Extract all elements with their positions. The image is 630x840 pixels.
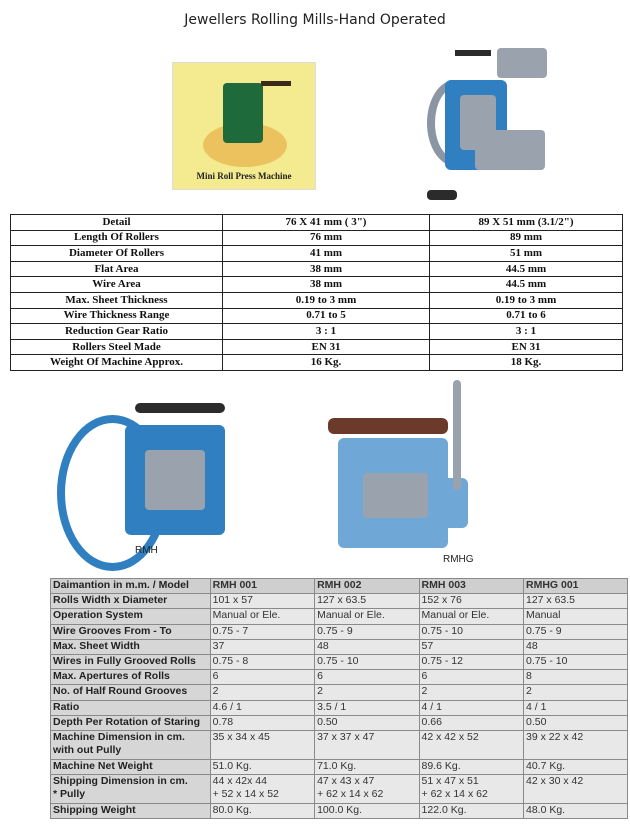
row-label-line: Machine Dimension in cm. [53,730,185,743]
spec-row [11,215,623,231]
row-value [210,775,314,804]
row-label-line: Shipping Dimension in cm. [53,775,188,788]
model-spec-row [51,804,628,819]
row-value: 0.75 - 9 [315,624,419,639]
row-value: 0.75 - 8 [210,654,314,669]
photo-machine-handle [261,81,291,86]
page-title: Jewellers Rolling Mills-Hand Operated [184,12,446,28]
row-value: 40.7 Kg. [523,759,627,774]
rolling-mill-photo-top [405,40,555,210]
spec-label: Reduction Gear Ratio [11,324,223,340]
row-label: Max. Sheet Width [51,639,211,654]
row-value [315,775,419,804]
row-value: 42 x 42 x 52 [419,730,523,759]
photo-machine-frame [223,83,263,143]
row-label: Rolls Width x Diameter [51,594,211,609]
row-value: 35 x 34 x 45 [210,730,314,759]
row-value: 0.78 [210,715,314,730]
row-value [523,775,627,804]
photo-top-handle [455,50,491,56]
row-value: 2 [419,685,523,700]
spec-label: Max. Sheet Thickness [11,292,223,308]
model-spec-row [51,639,628,654]
row-label: Max. Apertures of Rolls [51,670,211,685]
row-value: Manual [523,609,627,624]
rmh-label: RMH [135,545,158,556]
mini-roll-press-caption: Mini Roll Press Machine [196,171,292,181]
model-spec-row [51,775,628,804]
spec-value: 76 mm [223,230,430,246]
spec-value: 89 X 51 mm (3.1/2") [430,215,623,231]
row-value: 51.0 Kg. [210,759,314,774]
row-value: 6 [419,670,523,685]
row-value: 89.6 Kg. [419,759,523,774]
model-spec-row [51,624,628,639]
row-value-line: 42 x 30 x 42 [525,775,584,788]
row-value: 37 [210,639,314,654]
row-value: 0.75 - 10 [315,654,419,669]
rmhg-label: RMHG [443,554,474,565]
row-value: 3.5 / 1 [315,700,419,715]
row-label [51,775,211,804]
row-value: 0.75 - 7 [210,624,314,639]
model-spec-row [51,700,628,715]
photo-rollers [363,473,428,518]
spec-label: Length Of Rollers [11,230,223,246]
row-value: RMHG 001 [523,579,627,594]
spec-value: 0.71 to 6 [430,308,623,324]
row-value: Manual or Ele. [419,609,523,624]
row-value-line: + 52 x 14 x 52 [212,788,279,801]
row-label: Daimantion in m.m. / Model [51,579,211,594]
row-label: No. of Half Round Grooves [51,685,211,700]
row-label: Wires in Fully Grooved Rolls [51,654,211,669]
spec-label: Wire Area [11,277,223,293]
row-value: 4 / 1 [419,700,523,715]
spec-label: Weight Of Machine Approx. [11,355,223,371]
spec-row [11,261,623,277]
spec-value: 89 mm [430,230,623,246]
photo-gears [135,403,225,413]
row-value-line: 47 x 43 x 47 [317,775,375,788]
row-label: Wire Grooves From - To [51,624,211,639]
spec-value: 44.5 mm [430,261,623,277]
row-label-line: with out Pully [53,743,122,756]
model-spec-row [51,654,628,669]
spec-value: 38 mm [223,261,430,277]
spec-value: 18 Kg. [430,355,623,371]
row-value: 6 [315,670,419,685]
row-value-line: 44 x 42x 44 [212,775,267,788]
row-value: 0.75 - 10 [419,624,523,639]
model-spec-row [51,730,628,759]
row-value: 101 x 57 [210,594,314,609]
row-value: 127 x 63.5 [523,594,627,609]
spec-value: 38 mm [223,277,430,293]
spec-label: Flat Area [11,261,223,277]
row-value: 0.50 [523,715,627,730]
row-value: 2 [523,685,627,700]
spec-value: 0.71 to 5 [223,308,430,324]
row-label [51,730,211,759]
spec-row [11,292,623,308]
row-label-line: * Pully [53,788,86,801]
row-value: 6 [210,670,314,685]
row-value: RMH 003 [419,579,523,594]
row-value: 152 x 76 [419,594,523,609]
spec-label: Diameter Of Rollers [11,246,223,262]
row-label: Machine Net Weight [51,759,211,774]
spec-value: 76 X 41 mm ( 3") [223,215,430,231]
spec-label: Wire Thickness Range [11,308,223,324]
row-value: 48 [523,639,627,654]
spec-row [11,339,623,355]
model-spec-row [51,715,628,730]
photo-crank-handle [427,190,457,200]
spec-value: 3 : 1 [430,324,623,340]
model-spec-row [51,759,628,774]
row-value: Manual or Ele. [210,609,314,624]
row-value: 80.0 Kg. [210,804,314,819]
spec-row [11,246,623,262]
photo-spare-rollers [497,48,547,78]
spec-row [11,355,623,371]
spec-value: 0.19 to 3 mm [430,292,623,308]
row-value: 39 x 22 x 42 [523,730,627,759]
row-value: 4 / 1 [523,700,627,715]
spec-row [11,277,623,293]
spec-value: 0.19 to 3 mm [223,292,430,308]
spec-label: Rollers Steel Made [11,339,223,355]
spec-value: 44.5 mm [430,277,623,293]
row-value [419,775,523,804]
row-value: 2 [315,685,419,700]
mini-roll-press-photo [172,62,316,190]
row-value: 0.75 - 9 [523,624,627,639]
row-value: RMH 001 [210,579,314,594]
row-value: 2 [210,685,314,700]
row-value: Manual or Ele. [315,609,419,624]
row-label: Ratio [51,700,211,715]
spec-row [11,324,623,340]
row-value: 4.6 / 1 [210,700,314,715]
row-value: 127 x 63.5 [315,594,419,609]
model-spec-row [51,594,628,609]
row-value-line: 51 x 47 x 51 [421,775,479,788]
row-label: Operation System [51,609,211,624]
rmh-machine-photo [55,375,245,565]
spec-table-mini [10,214,623,371]
row-value: 48.0 Kg. [523,804,627,819]
spec-value: 16 Kg. [223,355,430,371]
row-label: Depth Per Rotation of Staring [51,715,211,730]
model-spec-table [50,578,628,819]
row-value-line: + 62 x 14 x 62 [421,788,488,801]
row-value: 0.75 - 10 [523,654,627,669]
row-value: 48 [315,639,419,654]
row-value: RMH 002 [315,579,419,594]
model-spec-row [51,685,628,700]
row-value: 0.66 [419,715,523,730]
row-value-line: + 62 x 14 x 62 [317,788,384,801]
spec-value: 3 : 1 [223,324,430,340]
spec-value: EN 31 [223,339,430,355]
model-spec-row [51,670,628,685]
photo-gears [328,418,448,434]
row-value: 57 [419,639,523,654]
row-value: 8 [523,670,627,685]
row-label: Shipping Weight [51,804,211,819]
row-value: 0.50 [315,715,419,730]
row-value: 122.0 Kg. [419,804,523,819]
spec-label: Detail [11,215,223,231]
row-value: 37 x 37 x 47 [315,730,419,759]
spec-value: 51 mm [430,246,623,262]
model-spec-row [51,579,628,594]
row-value: 71.0 Kg. [315,759,419,774]
spec-row [11,308,623,324]
photo-roll-set [475,130,545,170]
model-spec-row [51,609,628,624]
photo-crank [453,380,461,490]
rmhg-machine-photo [318,378,498,573]
row-value: 100.0 Kg. [315,804,419,819]
spec-value: EN 31 [430,339,623,355]
spec-value: 41 mm [223,246,430,262]
row-value: 0.75 - 12 [419,654,523,669]
spec-row [11,230,623,246]
photo-rollers [145,450,205,510]
